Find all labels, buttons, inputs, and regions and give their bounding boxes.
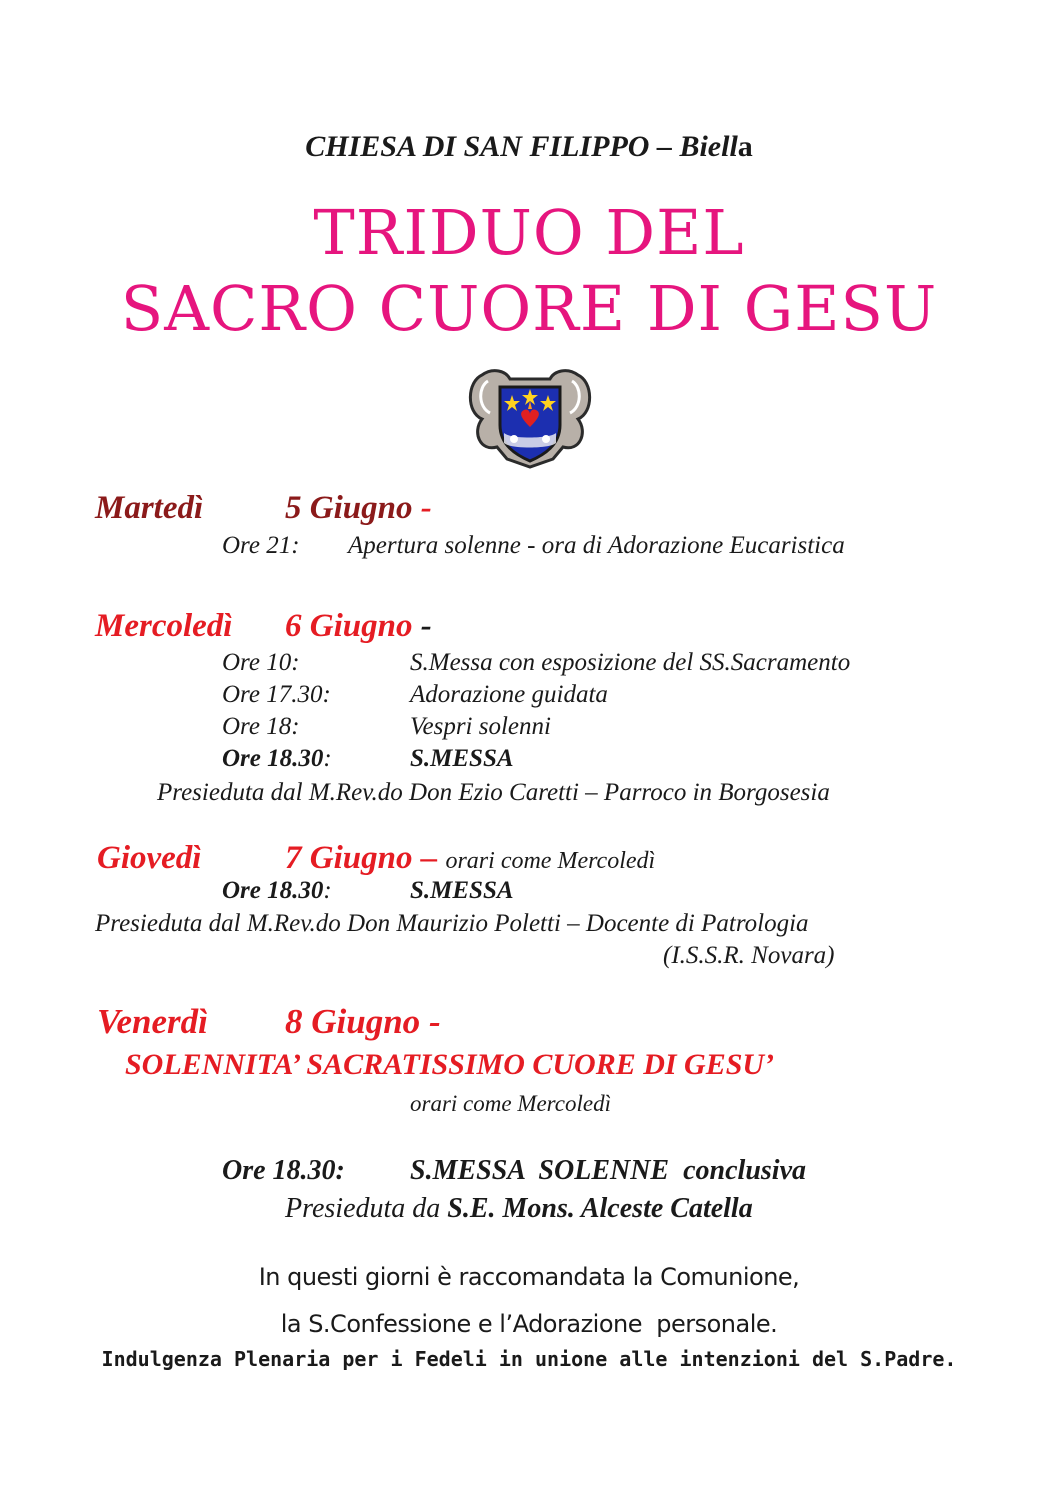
schedule-time: Ore 18.30: <box>222 1155 345 1186</box>
time-bold: Ore 18.30 <box>222 745 324 772</box>
friday-solemnity: SOLENNITA’ SACRATISSIMO CUORE DI GESU’ <box>125 1048 775 1081</box>
date-thursday <box>285 840 655 877</box>
schedule-desc: Apertura solenne - ora di Adorazione Eucaristica <box>348 532 845 559</box>
date: 6 Giugno <box>285 608 413 644</box>
schedule-desc: Adorazione guidata <box>410 681 608 708</box>
time-bold: Ore 18.30 <box>222 877 324 904</box>
presider-thursday: Presieduta dal M.Rev.do Don Maurizio Poletti – Docente di Patrologia <box>95 910 809 937</box>
time-colon: : <box>323 745 332 772</box>
date: 7 Giugno <box>285 840 413 876</box>
schedule-time: Ore 10: <box>222 649 300 676</box>
date: 8 Giugno <box>285 1002 421 1041</box>
day-heading-wednesday: Mercoledì <box>95 608 233 644</box>
day-heading-thursday: Giovedì <box>97 840 202 876</box>
dash: - <box>420 490 432 526</box>
weekday: Martedì <box>95 490 204 526</box>
footer-line1: In questi giorni è raccomandata la Comunione, <box>258 1263 800 1291</box>
dash: - <box>420 608 432 644</box>
presider-name: S.E. Mons. Alceste Catella <box>447 1193 753 1224</box>
presider-friday <box>285 1193 753 1225</box>
thursday-note: orari come Mercoledì <box>445 848 656 874</box>
presider-prefix: Presieduta da <box>285 1193 441 1224</box>
schedule-desc: S.Messa con esposizione del SS.Sacramento <box>410 649 851 676</box>
dash: – <box>420 840 438 876</box>
day-heading-tuesday <box>95 490 203 527</box>
schedule-desc: S.MESSA SOLENNE conclusiva <box>410 1155 806 1186</box>
presider-wednesday: Presieduta dal M.Rev.do Don Ezio Caretti – Parroco in Borgosesia <box>157 779 830 806</box>
presider-institute: (I.S.S.R. Novara) <box>663 942 835 969</box>
page-title-line2: SACRO CUORE DI GESU <box>120 272 938 345</box>
schedule-desc: S.MESSA <box>410 877 514 904</box>
page-title-line1: TRIDUO DEL <box>313 196 745 269</box>
footer-indulgence: Indulgenza Plenaria per i Fedeli in unione alle intenzioni del S.Padre. <box>101 1347 957 1371</box>
date-tuesday <box>285 490 432 527</box>
schedule-time <box>222 877 332 905</box>
church-name <box>0 130 1058 164</box>
crest-icon <box>462 357 598 473</box>
schedule-time <box>222 745 332 773</box>
friday-note: orari come Mercoledì <box>410 1091 611 1116</box>
date-wednesday <box>285 608 432 645</box>
schedule-time: Ore 17.30: <box>222 681 331 708</box>
schedule-time: Ore 18: <box>222 713 300 740</box>
church-name-suffix: a <box>737 130 753 163</box>
date-friday <box>285 1002 441 1042</box>
schedule-time: Ore 21: <box>222 532 300 559</box>
church-name-prefix: CHIESA DI SAN FILIPPO – Biell <box>305 130 738 163</box>
date: 5 Giugno <box>285 490 413 526</box>
schedule-desc: S.MESSA <box>410 745 514 772</box>
footer-line2: la S.Confessione e l’Adorazione personale. <box>280 1310 778 1338</box>
crest-emblem <box>462 357 598 473</box>
dash: - <box>428 1002 441 1041</box>
schedule-desc: Vespri solenni <box>410 713 551 740</box>
day-heading-friday: Venerdì <box>97 1002 208 1041</box>
time-colon: : <box>323 877 332 904</box>
